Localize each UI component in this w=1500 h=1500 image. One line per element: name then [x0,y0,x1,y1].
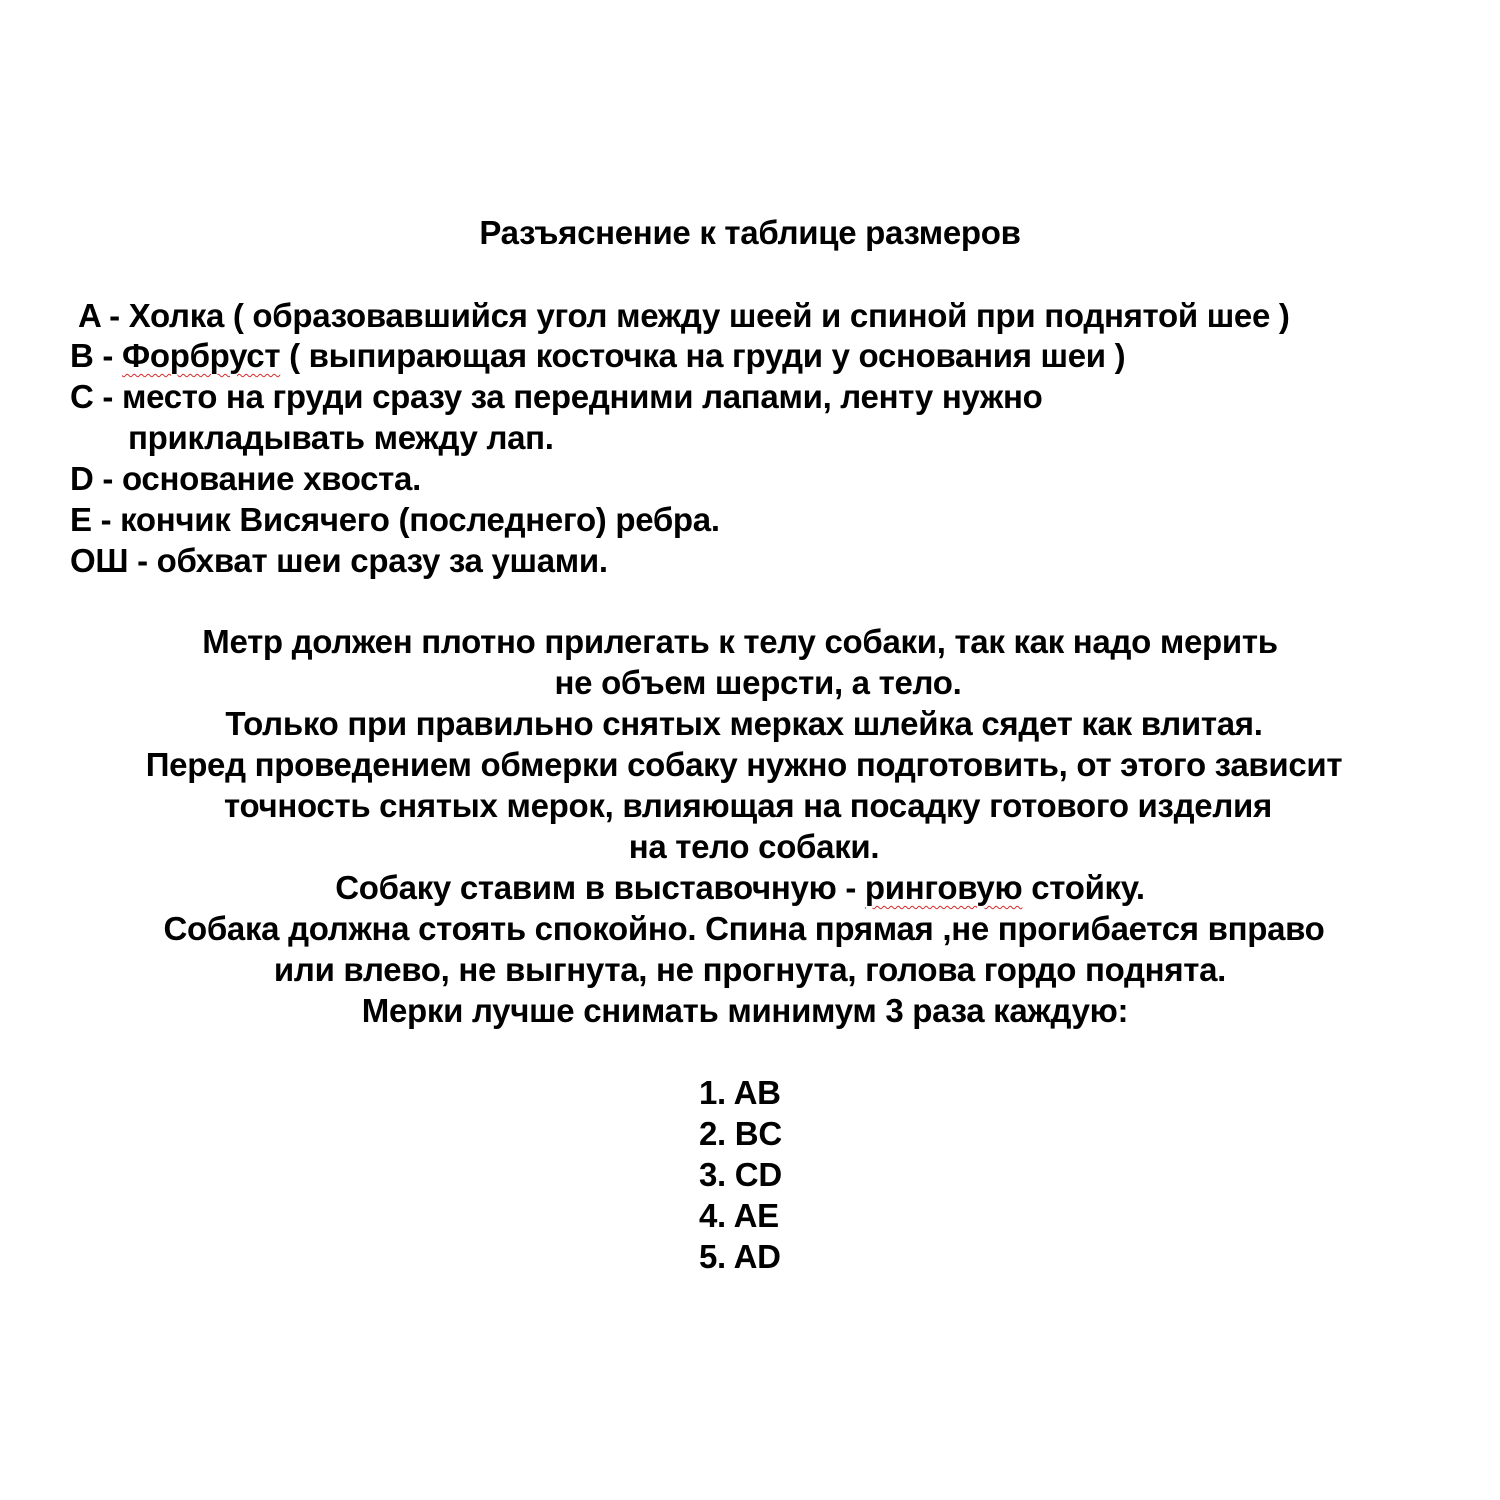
definition-text: основание хвоста. [121,460,421,497]
definition-osh [70,541,608,581]
definition-c-continuation: прикладывать между лап. [128,419,554,456]
definition-separator: - [100,297,129,334]
definition-separator: - [93,460,122,497]
instruction-line: Метр должен плотно прилегать к телу собаки, так как надо мерить [202,623,1278,660]
definition-key: ОШ [70,542,129,579]
instruction-line: Только при правильно снятых мерках шлейка сядет как влитая. [225,705,1263,742]
definition-separator: - [93,337,122,374]
definition-d [70,459,421,499]
definition-a [78,296,1290,336]
definition-text: место на груди сразу за передними лапами, ленту нужно [121,378,1043,415]
misspelled-word: ринговую [864,869,1023,906]
misspelled-word: Форбруст [121,337,281,374]
measurement-item: 3. CD [699,1156,782,1193]
instruction-line: Перед проведением обмерки собаку нужно подготовить, от этого зависит [145,746,1343,783]
definition-separator: - [91,501,121,538]
definition-b [70,336,1125,376]
measurement-item: 5. AD [699,1238,781,1275]
definition-separator: - [128,542,157,579]
definition-e [70,500,720,540]
definition-key: E [70,501,92,538]
definition-text: ( выпирающая косточка на груди у основания шеи ) [280,337,1126,374]
definition-key: A [78,297,101,334]
instruction-line: Собака должна стоять спокойно. Спина прямая ,не прогибается вправо [163,910,1325,947]
instruction-line: не объем шерсти, а тело. [554,664,962,701]
definition-text: Холка ( образовавшийся угол между шеей и спиной при поднятой шее ) [128,297,1290,334]
page-title: Разъяснение к таблице размеров [479,214,1021,251]
instruction-line: на тело собаки. [628,828,880,865]
definition-key: D [70,460,94,497]
instruction-line: точность снятых мерок, влияющая на посадку готового изделия [224,787,1272,824]
measurement-item: 2. BC [699,1115,782,1152]
instruction-text: Собаку ставим в выставочную - [335,869,865,906]
instruction-line: или влево, не выгнута, не прогнута, голова гордо поднята. [273,951,1227,988]
measurement-item: 4. AE [699,1197,779,1234]
instruction-line [0,868,1490,908]
definition-text: кончик Висячего (последнего) ребра. [120,501,720,538]
definition-key: C [70,378,94,415]
measurement-item: 1. AB [699,1074,781,1111]
instruction-text: стойку. [1022,869,1145,906]
definition-key: B [70,337,94,374]
definition-separator: - [93,378,122,415]
definition-text: обхват шеи сразу за ушами. [156,542,608,579]
instruction-line: Мерки лучше снимать минимум 3 раза каждую: [361,992,1129,1029]
definition-c [70,377,1043,417]
